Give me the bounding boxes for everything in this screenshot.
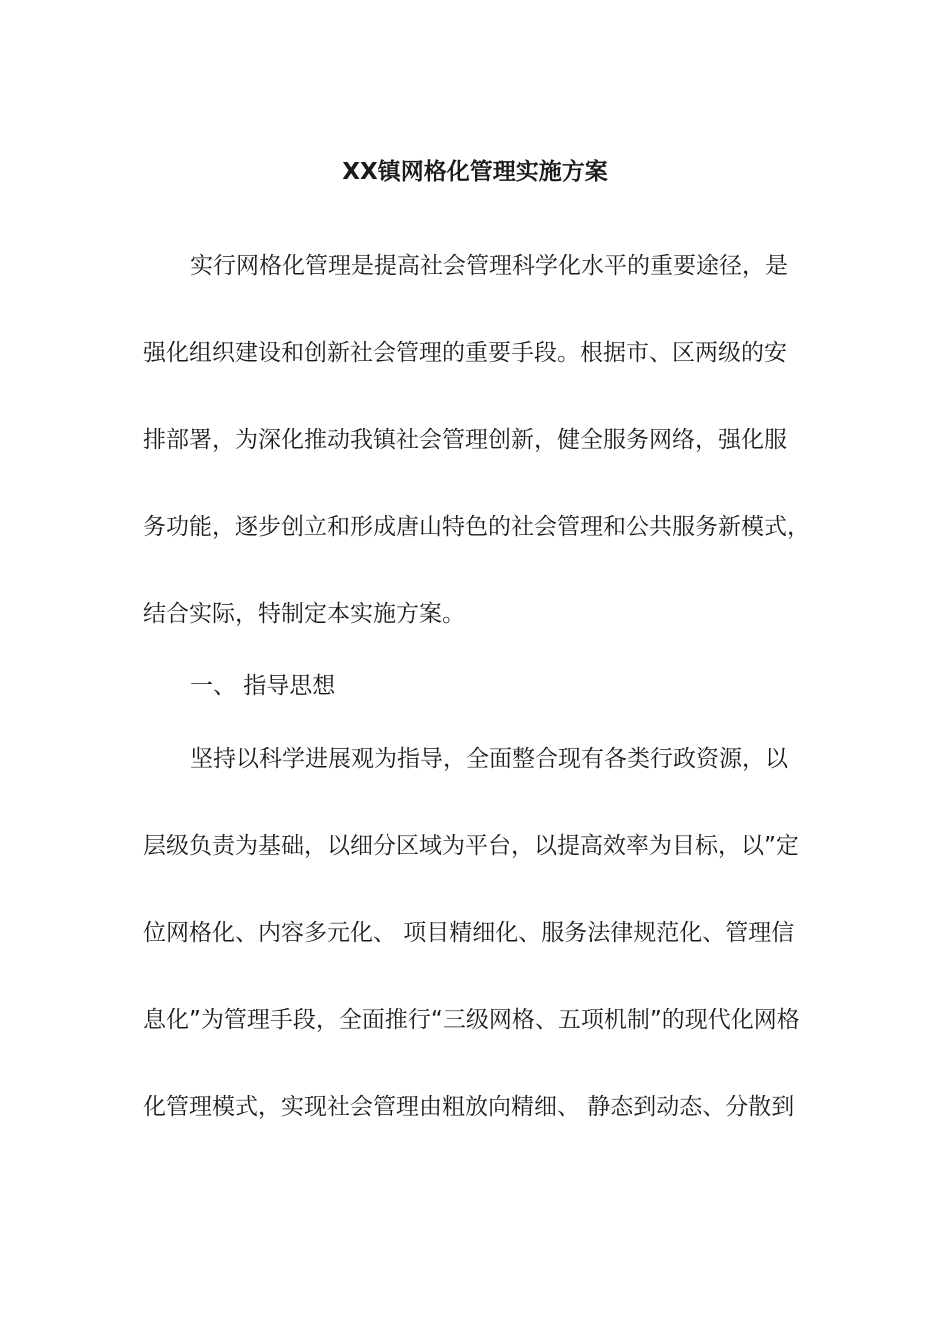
paragraph-line: 化管理模式，实现社会管理由粗放向精细、 静态到动态、分散到 xyxy=(143,1094,795,1120)
paragraph-line: 强化组织建设和创新社会管理的重要手段。根据市、区两级的安 xyxy=(143,340,787,366)
document-title: XX镇网格化管理实施方案 xyxy=(342,159,608,185)
paragraph-line: 层级负责为基础，以细分区域为平台，以提高效率为目标，以”定 xyxy=(143,833,799,859)
paragraph-line: 排部署，为深化推动我镇社会管理创新，健全服务网络，强化服 xyxy=(143,427,787,453)
paragraph-line: 坚持以科学进展观为指导，全面整合现有各类行政资源，以 xyxy=(190,746,788,772)
section-heading: 一、 指导思想 xyxy=(190,673,336,699)
paragraph-line: 实行网格化管理是提高社会管理科学化水平的重要途径，是 xyxy=(190,253,788,279)
paragraph-line: 息化”为管理手段，全面推行“三级网格、五项机制”的现代化网格 xyxy=(143,1007,800,1033)
paragraph-line: 务功能，逐步创立和形成唐山特色的社会管理和公共服务新模式， xyxy=(143,514,810,540)
paragraph-line: 位网格化、内容多元化、 项目精细化、服务法律规范化、管理信 xyxy=(143,920,795,946)
paragraph-line: 结合实际，特制定本实施方案。 xyxy=(143,601,465,627)
